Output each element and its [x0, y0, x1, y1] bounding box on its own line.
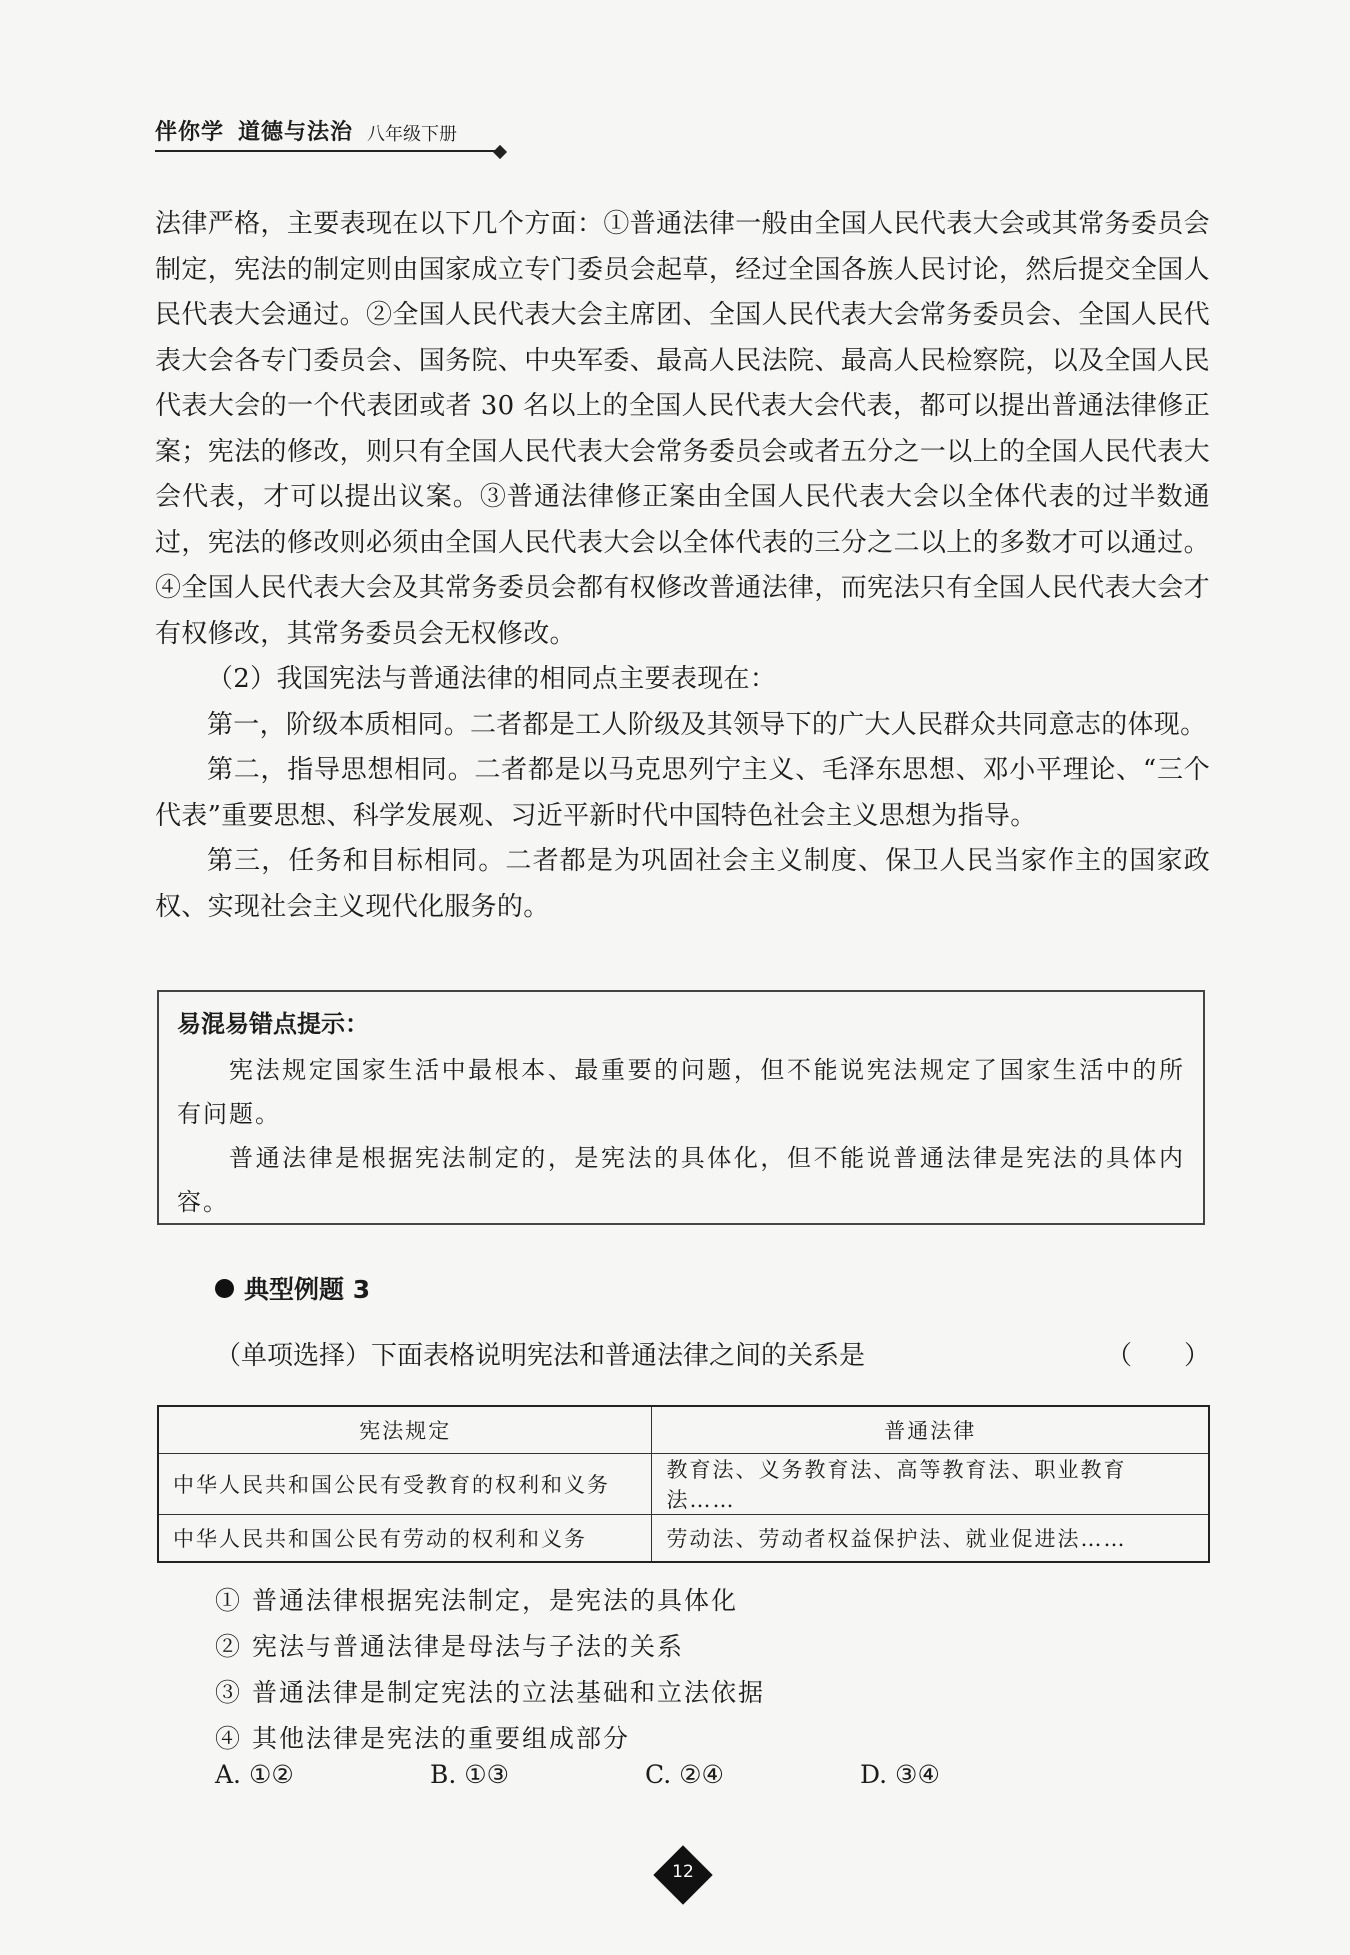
- header-brand: 伴你学: [155, 120, 225, 145]
- paragraph-second: 第二，指导思想相同。二者都是以马克思列宁主义、毛泽东思想、邓小平理论、“三个代表”重要思想、科学发展观、习近平新时代中国特色社会主义思想为指导。: [155, 755, 1210, 831]
- statement-list: [215, 1578, 765, 1762]
- example-heading: [215, 1270, 370, 1306]
- page-number: 12: [672, 1862, 694, 1882]
- choice-b: B. ①③: [430, 1760, 510, 1789]
- choice-a: A. ①②: [215, 1760, 294, 1789]
- diamond-icon: [493, 145, 507, 159]
- choice-c: C. ②④: [645, 1760, 724, 1789]
- tip-paragraph: 普通法律是根据宪法制定的，是宪法的具体化，但不能说普通法律是宪法的具体内容。: [177, 1144, 1185, 1216]
- statement-item: ③ 普通法律是制定宪法的立法基础和立法依据: [215, 1678, 765, 1707]
- answer-bracket: （ ）: [1105, 1341, 1210, 1371]
- paragraph-third: 第三，任务和目标相同。二者都是为巩固社会主义制度、保卫人民当家作主的国家政权、实现社会主义现代化服务的。: [155, 846, 1210, 922]
- table-cell: 劳动法、劳动者权益保护法、就业促进法……: [652, 1515, 1209, 1563]
- paragraph-continued: 法律严格，主要表现在以下几个方面：①普通法律一般由全国人民代表大会或其常务委员会制定，宪法的制定则由国家成立专门委员会起草，经过全国各族人民讨论，然后提交全国人民代表大会通过。②全国人民代表大会主席团、全国人民代表大会常务委员会、全国人民代表大会各专门委员会、国务院、中央军委、最高人民法院、最高人民检察院，以及全国人民代表大会的一个代表团或者 30 名以上的全国人民代表大会代表，都可以提出普通法律修正案；宪法的修改，则只有全国人民代表大会常务委员会或者五分之一以上的全国人民代表大会代表，才可以提出议案。③普通法律修正案由全国人民代表大会以全体代表的过半数通过，宪法的修改则必须由全国人民代表大会以全体代表的三分之二以上的多数才可以通过。④全国人民代表大会及其常务委员会都有权修改普通法律，而宪法只有全国人民代表大会才有权修改，其常务委员会无权修改。: [155, 209, 1210, 649]
- paragraph-similarities-intro: （2）我国宪法与普通法律的相同点主要表现在：: [207, 664, 777, 694]
- running-header: [155, 112, 495, 152]
- table-row: [158, 1515, 1209, 1563]
- statement-item: ① 普通法律根据宪法制定，是宪法的具体化: [215, 1586, 738, 1615]
- example-title: 典型例题 3: [244, 1275, 371, 1304]
- header-grade: 八年级下册: [367, 124, 458, 145]
- table-header-row: [158, 1406, 1209, 1454]
- bullet-icon: [215, 1279, 234, 1298]
- body-text: [155, 202, 1210, 930]
- header-subject: 道德与法治: [238, 120, 354, 145]
- table-cell: 中华人民共和国公民有劳动的权利和义务: [158, 1515, 652, 1563]
- tip-box: [157, 990, 1205, 1225]
- choice-d: D. ③④: [860, 1760, 940, 1789]
- table-header: 普通法律: [652, 1406, 1209, 1454]
- tip-paragraph: 宪法规定国家生活中最根本、最重要的问题，但不能说宪法规定了国家生活中的所有问题。: [177, 1056, 1185, 1128]
- tip-box-title: 易混易错点提示：: [177, 1010, 369, 1038]
- table-header: 宪法规定: [158, 1406, 652, 1454]
- table-cell: 教育法、义务教育法、高等教育法、职业教育法……: [652, 1454, 1209, 1515]
- question-text: （单项选择）下面表格说明宪法和普通法律之间的关系是: [215, 1341, 866, 1371]
- table-cell: 中华人民共和国公民有受教育的权利和义务: [158, 1454, 652, 1515]
- question-stem: [215, 1335, 1210, 1372]
- answer-choices: [215, 1760, 1075, 1789]
- paragraph-first: 第一，阶级本质相同。二者都是工人阶级及其领导下的广大人民群众共同意志的体现。: [207, 709, 1207, 740]
- table-row: [158, 1454, 1209, 1515]
- statement-item: ④ 其他法律是宪法的重要组成部分: [215, 1724, 630, 1753]
- statement-item: ② 宪法与普通法律是母法与子法的关系: [215, 1632, 684, 1661]
- comparison-table: [157, 1405, 1210, 1563]
